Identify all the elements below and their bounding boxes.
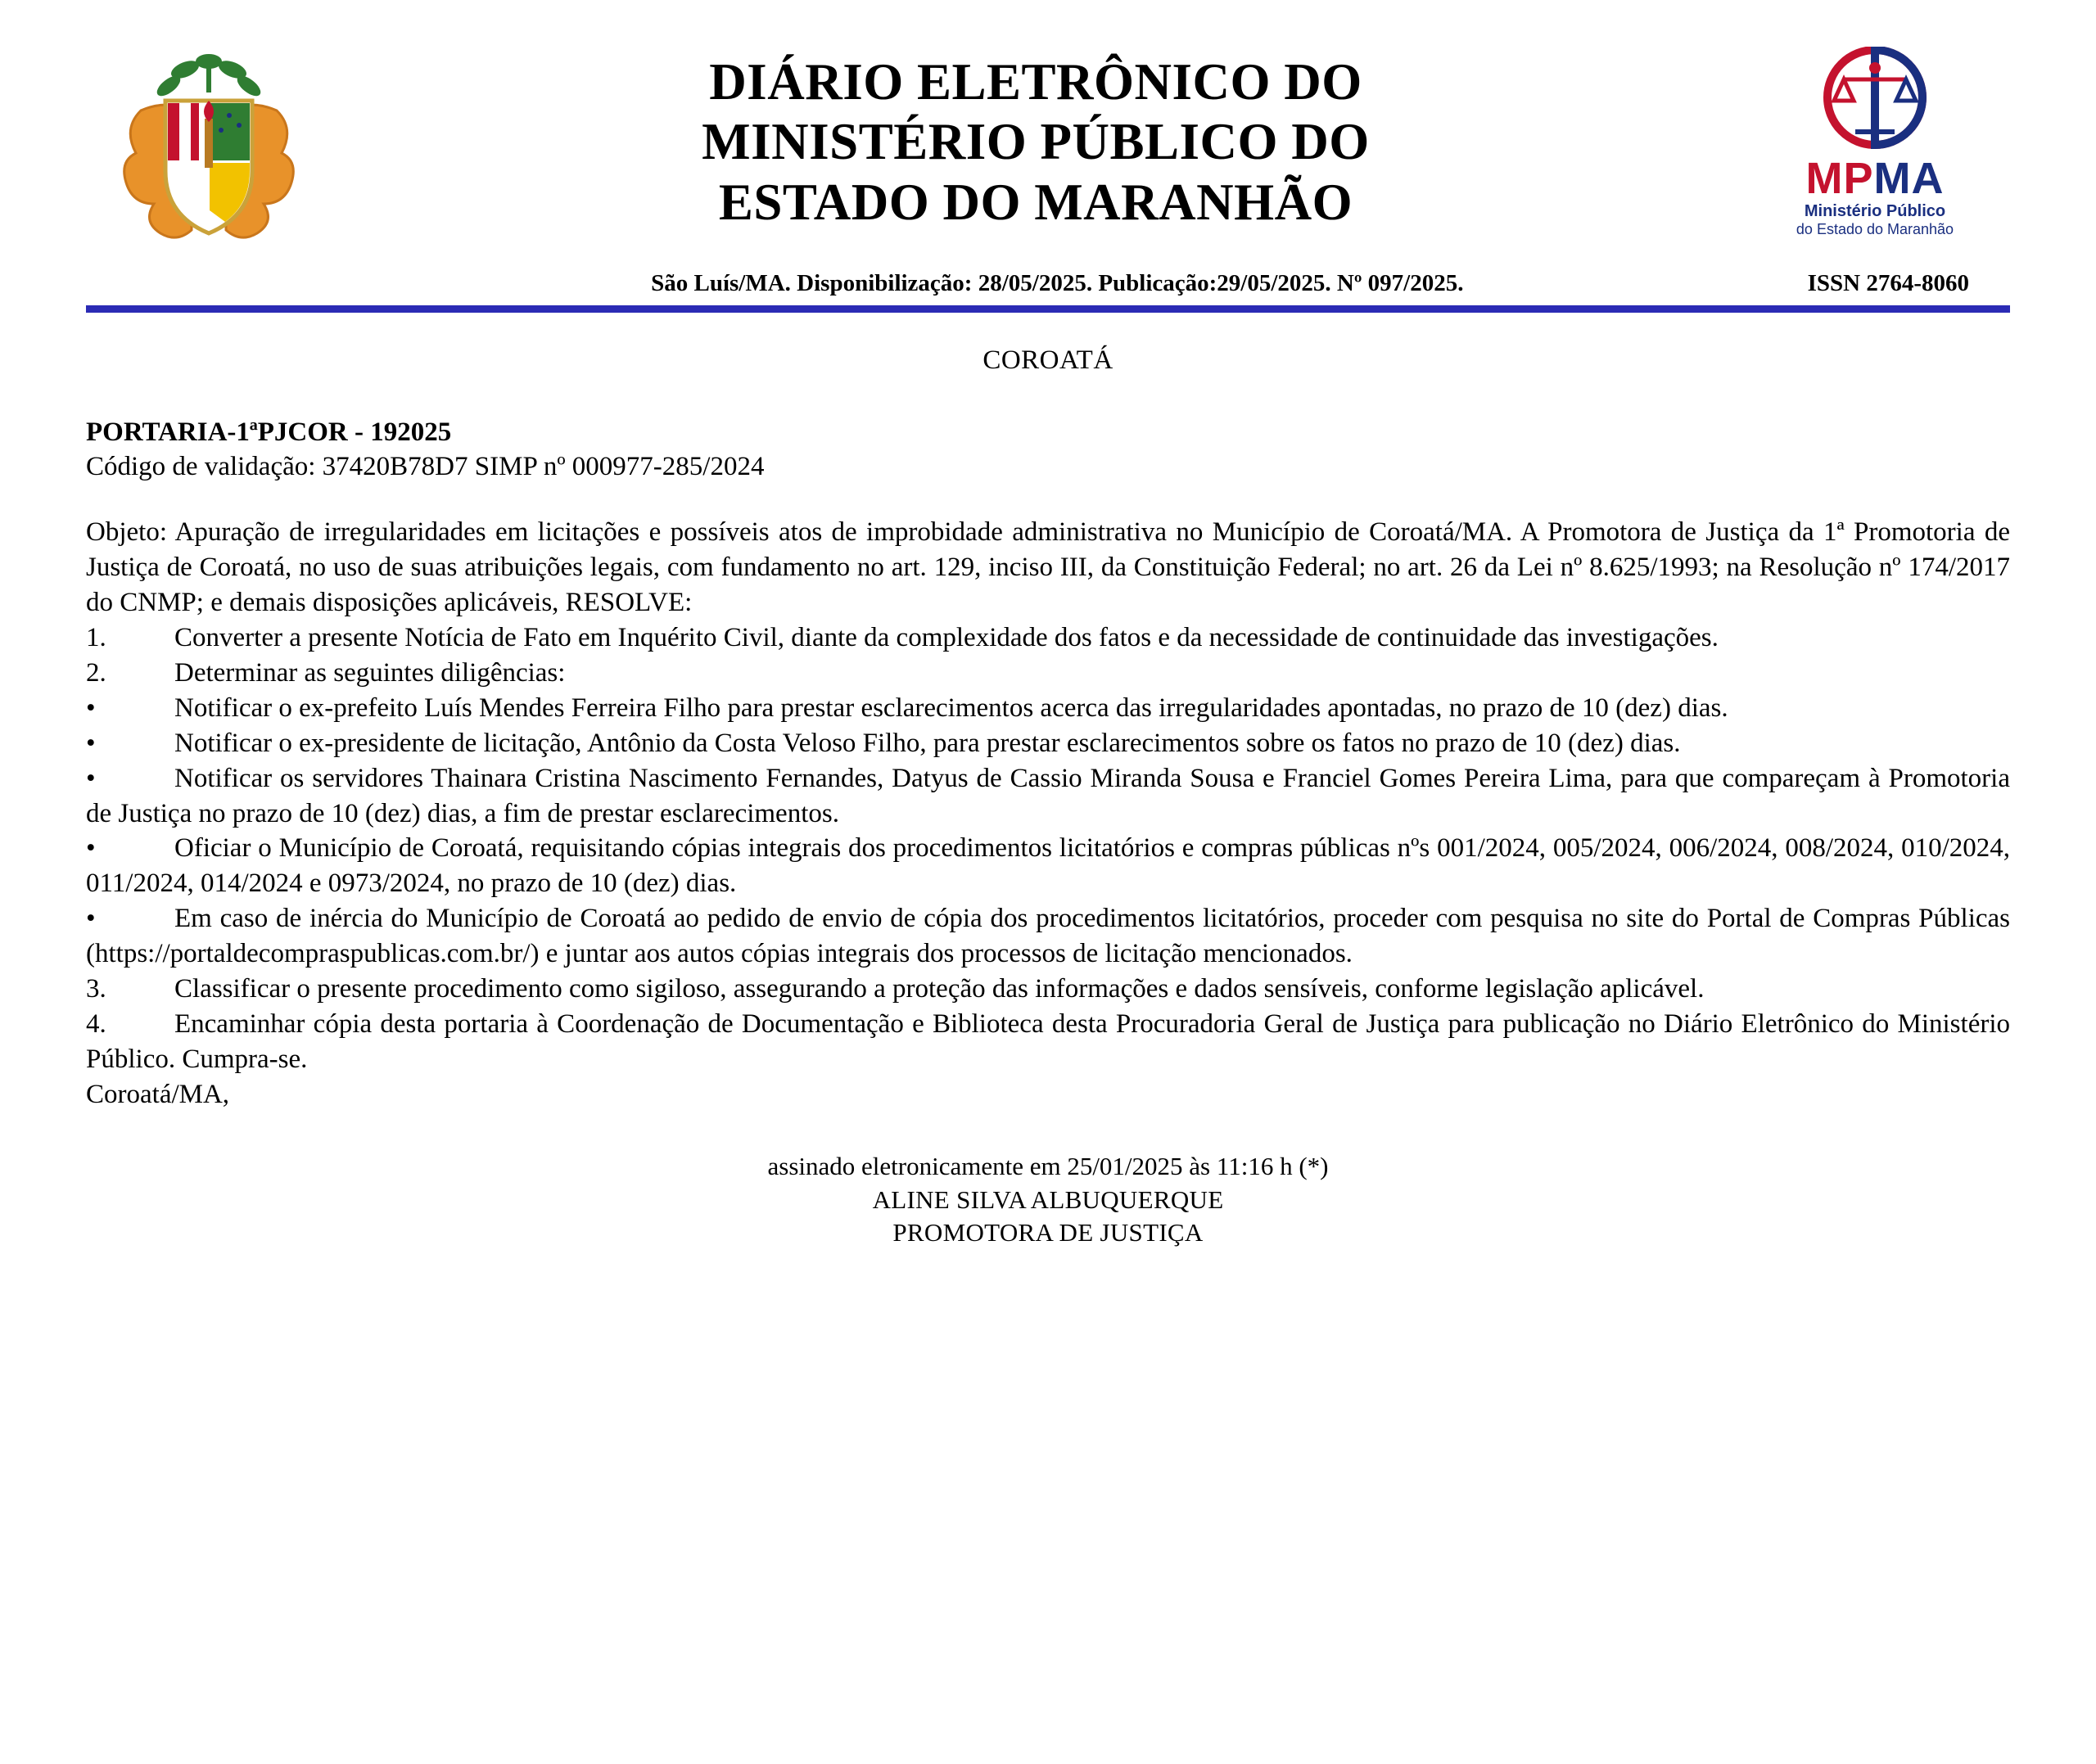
mpma-wordmark-ma: MA: [1873, 154, 1945, 204]
resolve-item: [86, 620, 2010, 656]
coat-of-arms-icon: [86, 40, 332, 245]
item-marker: •: [86, 728, 96, 758]
mpma-wordmark-mp: MP: [1805, 154, 1874, 204]
issue-line: [86, 270, 2010, 305]
masthead: [86, 0, 2010, 270]
item-marker: •: [86, 833, 96, 864]
resolve-item: [86, 726, 2010, 761]
item-text: Em caso de inércia do Município de Coroatá ao pedido de envio de cópia dos procedimentos licitatórios, proceder com pesquisa no site do Portal de Compras Públicas (https://portaldecompraspublicas.com.br/) e juntar aos autos cópias integrais dos processos de licitação mencionados.: [86, 904, 2010, 969]
issn: ISSN 2764-8060: [1807, 270, 1969, 296]
item-text: Converter a presente Notícia de Fato em Inquérito Civil, diante da complexidade dos fatos e da necessidade de continuidade das investigações.: [174, 623, 1719, 653]
issue-info: São Luís/MA. Disponibilização: 28/05/2025. Publicação:29/05/2025. Nº 097/2025.: [651, 270, 1464, 296]
item-text: Notificar o ex-prefeito Luís Mendes Ferreira Filho para prestar esclarecimentos acerca das irregularidades apontadas, no prazo de 10 (dez) dias.: [174, 693, 1728, 723]
masthead-title-line-1: DIÁRIO ELETRÔNICO DO: [709, 53, 1362, 111]
page-title: PORTARIA-1ªPJCOR - 192025: [86, 417, 452, 447]
place-line: Coroatá/MA,: [86, 1079, 230, 1109]
mpma-logo: [1740, 47, 2010, 238]
item-marker: •: [86, 904, 96, 934]
item-marker: 2.: [86, 658, 106, 688]
item-text: Notificar os servidores Thainara Cristina Nascimento Fernandes, Datyus de Cassio Miranda Sousa e Franciel Gomes Pereira Lima, para que compareçam à Promotoria de Justiça no prazo de 10 (dez) dias, a fim de prestar esclarecimentos.: [86, 763, 2010, 828]
signature-line: assinado eletronicamente em 25/01/2025 às 11:16 h (*): [767, 1151, 1329, 1180]
item-marker: 3.: [86, 974, 106, 1004]
item-text: Notificar o ex-presidente de licitação, Antônio da Costa Veloso Filho, para prestar esclarecimentos sobre os fatos no prazo de 10 (dez) dias.: [174, 728, 1681, 758]
masthead-title: [332, 52, 1740, 232]
item-marker: •: [86, 693, 96, 723]
item-text: Encaminhar cópia desta portaria à Coordenação de Documentação e Biblioteca desta Procuradoria Geral de Justiça para publicação no Diário Eletrônico do Ministério Público. Cumpra-se.: [86, 1008, 2010, 1074]
validation-code: Código de validação: 37420B78D7 SIMP nº 000977-285/2024: [86, 452, 765, 482]
signature-name: ALINE SILVA ALBUQUERQUE: [872, 1184, 1224, 1214]
item-text: Determinar as seguintes diligências:: [174, 658, 566, 688]
item-marker: 4.: [86, 1008, 106, 1039]
mpma-scales-logo-icon: [1808, 47, 1943, 153]
resolve-item: [86, 901, 2010, 972]
header-divider: [86, 305, 2010, 313]
resolve-item: [86, 761, 2010, 832]
mpma-subtitle-1: Ministério Público: [1804, 202, 1946, 221]
signature-role: PROMOTORA DE JUSTIÇA: [892, 1218, 1204, 1247]
masthead-title-line-2: MINISTÉRIO PÚBLICO DO: [702, 113, 1370, 171]
resolve-item: [86, 656, 2010, 691]
item-text: Oficiar o Município de Coroatá, requisitando cópias integrais dos procedimentos licitatórios e compras públicas nºs 001/2024, 005/2024, 006/2024, 008/2024, 010/2024, 011/2024, 014/2024 e 0973/2024, no prazo de 10 (dez) dias.: [86, 833, 2010, 899]
item-marker: 1.: [86, 623, 106, 653]
resolve-item: [86, 972, 2010, 1007]
masthead-title-line-3: ESTADO DO MARANHÃO: [718, 173, 1353, 231]
object-paragraph: Objeto: Apuração de irregularidades em licitações e possíveis atos de improbidade administrativa no Município de Coroatá/MA. A Promotora de Justiça da 1ª Promotoria de Justiça de Coroatá, no uso de suas atribuições legais, com fundamento no art. 129, inciso III, da Constituição Federal; no art. 26 da Lei nº 8.625/1993; na Resolução nº 174/2017 do CNMP; e demais disposições aplicáveis, RESOLVE:: [86, 517, 2010, 618]
item-marker: •: [86, 763, 96, 793]
mpma-subtitle-2: do Estado do Maranhão: [1796, 221, 1954, 238]
resolve-item: [86, 1007, 2010, 1077]
item-text: Classificar o presente procedimento como sigiloso, assegurando a proteção das informações e dados sensíveis, conforme legislação aplicável.: [174, 974, 1705, 1004]
mpma-wordmark: [1805, 154, 1945, 204]
resolve-item: [86, 691, 2010, 726]
signature-block: [86, 1150, 2010, 1251]
resolve-item: [86, 831, 2010, 901]
city-heading: COROATÁ: [982, 345, 1114, 375]
